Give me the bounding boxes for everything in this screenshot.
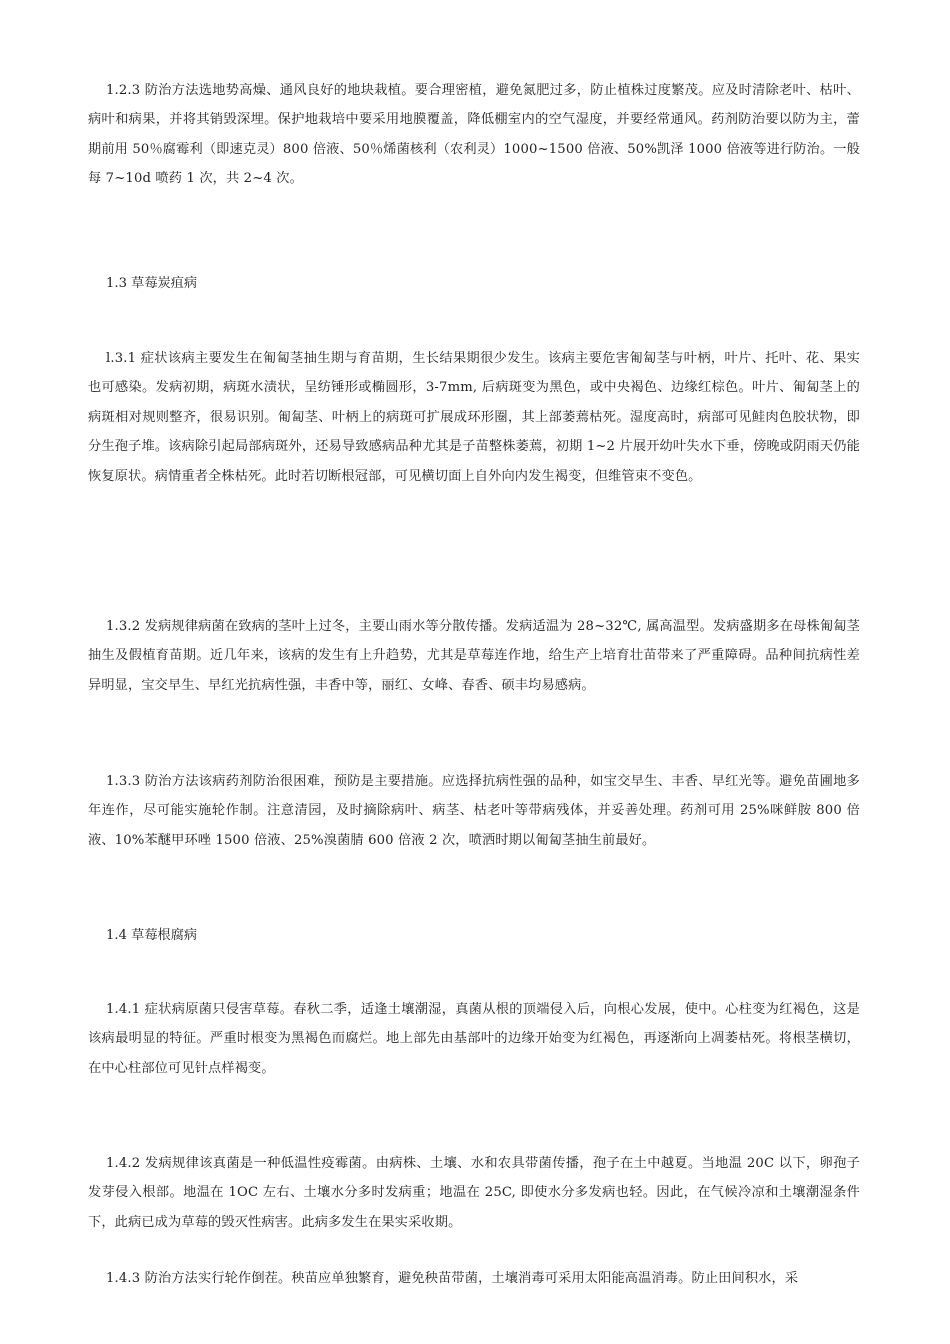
paragraph-1-4-1: 1.4.1 症状病原菌只侵害草莓。春秋二季，适逢土壤潮湿，真菌从根的顶端侵入后，向根心发展，使中。心柱变为红褐色，这是该病最明显的特征。严重时根变为黑褐色而腐烂。地上部先由基部叶的边缘开始变为红褐色，再逐渐向上凋萎枯死。将根茎横切，在中心柱部位可见针点样褐变。 bbox=[88, 1002, 860, 1076]
paragraph-1-4-2: 1.4.2 发病规律该真菌是一种低温性疫霉菌。由病株、土壤、水和农具带菌传播，孢子在土中越夏。当地温 20C 以下，卵孢子发芽侵入根部。地温在 1OC 左右、土壤水分多时发病重；地温在 25C, 即使水分多发病也轻。因此，在气候冷凉和土壤潮湿条件下，此病已成为草莓的毁灭性病害。此病多发生在果实采收期。 bbox=[88, 1156, 860, 1230]
paragraph-1-3-3: 1.3.3 防治方法该病药剂防治很困难，预防是主要措施。应选择抗病性强的品种，如宝交早生、丰香、早红光等。避免苗圃地多年连作，尽可能实施轮作制。注意清园，及时摘除病叶、病茎、枯老叶等带病残体，并妥善处理。药剂可用 25%咪鲜胺 800 倍液、10%苯醚甲环唑 1500 倍液、25%溴菌腈 600 倍液 2 次，喷洒时期以匍匐茎抽生前最好。 bbox=[88, 774, 860, 848]
section-heading-1-4: 1.4 草莓根腐病 bbox=[106, 928, 198, 943]
paragraph-1-2-3: 1.2.3 防治方法选地势高燥、通风良好的地块栽植。要合理密植，避免氮肥过多，防止植株过度繁茂。应及时清除老叶、枯叶、病叶和病果，并将其销毁深埋。保护地栽培中要采用地膜覆盖，降低棚室内的空气湿度，并要经常通风。药剂防治要以防为主，蕾期前用 50％腐霉利（即速克灵）800 倍液、50％烯菌核利（农利灵）1000~1500 倍液、50%凯泽 1000 倍液等进行防治。一般每 7~10d 喷药 1 次，共 2~4 次。 bbox=[88, 83, 860, 187]
paragraph-1-4-3: 1.4.3 防治方法实行轮作倒茬。秧苗应单独繁育，避免秧苗带菌，土壤消毒可采用太阳能高温消毒。防止田间积水，采 bbox=[106, 1271, 799, 1286]
section-heading-1-3: 1.3 草莓炭疽病 bbox=[106, 276, 198, 291]
paragraph-1-3-1: l.3.1 症状该病主要发生在匍匐茎抽生期与育苗期，生长结果期很少发生。该病主要危害匍匐茎与叶柄，叶片、托叶、花、果实也可感染。发病初期，病斑水渍状，呈纺锤形或椭圆形，3-7mm, 后病斑变为黑色，或中央褐色、边缘红棕色。叶片、匍匐茎上的病斑相对规则整齐，很易识别。匍匐茎、叶柄上的病斑可扩展成环形圈，其上部萎蔫枯死。湿度高时，病部可见鲑肉色胶状物，即分生孢子堆。该病除引起局部病斑外，还易导致感病品种尤其是子苗整株萎蔫，初期 1~2 片展开幼叶失水下垂，傍晚或阴雨天仍能恢复原状。病情重者全株枯死。此时若切断根冠部，可见横切面上自外向内发生褐变，但维管束不变色。 bbox=[88, 351, 860, 484]
paragraph-1-3-2: 1.3.2 发病规律病菌在致病的茎叶上过冬，主要山雨水等分散传播。发病适温为 28~32℃, 属高温型。发病盛期多在母株匍匐茎抽生及假植育苗期。近几年来，该病的发生有上升趋势，尤其是草莓连作地，给生产上培育壮苗带来了严重障碍。品种间抗病性差异明显，宝交早生、早红光抗病性强，丰香中等，丽红、女峰、春香、硕丰均易感病。 bbox=[88, 619, 860, 693]
